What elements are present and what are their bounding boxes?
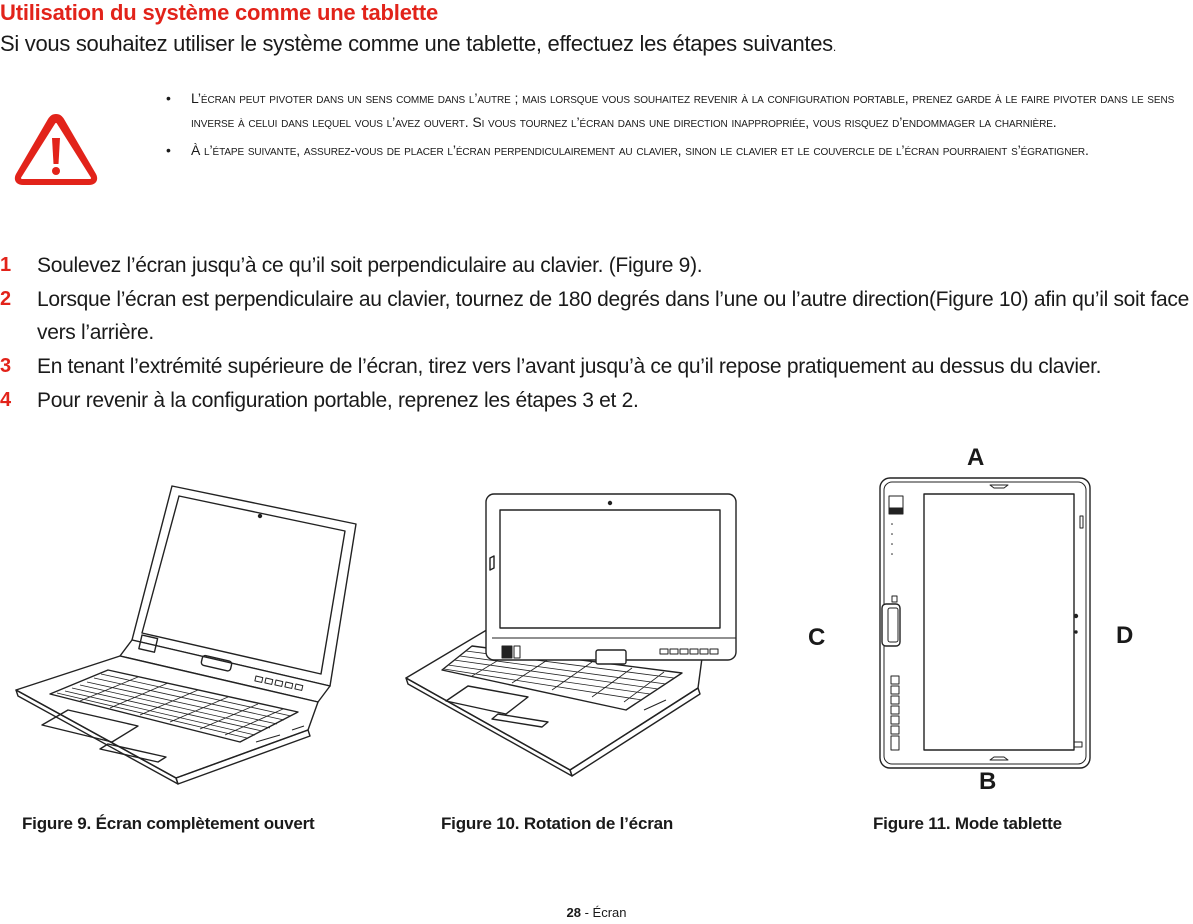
step-1 bbox=[0, 249, 1193, 282]
step-text: En tenant l’extrémité supérieure de l’écran, tirez vers l’avant jusqu’à ce qu’il repose pratiquement au dessus du clavier. bbox=[37, 355, 1102, 378]
step-number: 1 bbox=[0, 254, 11, 276]
footer-separator: - bbox=[580, 905, 593, 920]
step-number: 2 bbox=[0, 288, 11, 310]
figure-10-caption: Figure 10. Rotation de l’écran bbox=[441, 814, 674, 833]
step-number: 4 bbox=[0, 389, 11, 411]
step-2 bbox=[0, 283, 1193, 349]
warning-triangle-icon bbox=[10, 108, 102, 190]
section-title: Utilisation du système comme une tablette bbox=[0, 0, 439, 25]
steps-list bbox=[0, 249, 1193, 418]
figure-10-screen-rotation bbox=[402, 488, 742, 778]
warning-item-1 bbox=[166, 86, 1186, 134]
fig11-label-b: B bbox=[979, 768, 997, 795]
fig11-label-a: A bbox=[967, 444, 985, 471]
figure-11-tablet-mode bbox=[878, 476, 1094, 772]
warning-text: L’écran peut pivoter dans un sens comme dans l’autre ; mais lorsque vous souhaitez revenir à la configuration portable, prenez garde à le faire pivoter dans le sens inverse à celui dans lequel vous l’avez ouvert. Si vous tournez l’écran dans une direction inappropriée, vous risquez d’endommager la charnière. bbox=[191, 90, 1175, 130]
intro-period: . bbox=[832, 40, 836, 54]
figure-9-laptop-open bbox=[8, 480, 368, 785]
warning-text: À l’étape suivante, assurez-vous de placer l’écran perpendiculairement au clavier, sinon le clavier et le couvercle de l’écran pourraient s’égratigner. bbox=[191, 142, 1089, 158]
footer-section: Écran bbox=[592, 905, 627, 920]
step-4 bbox=[0, 384, 1193, 417]
step-3 bbox=[0, 350, 1193, 383]
step-text: Soulevez l’écran jusqu’à ce qu’il soit perpendiculaire au clavier. (Figure 9). bbox=[37, 254, 703, 277]
intro-paragraph bbox=[0, 31, 836, 57]
step-number: 3 bbox=[0, 355, 11, 377]
bullet: • bbox=[166, 142, 171, 158]
figure-11-caption: Figure 11. Mode tablette bbox=[873, 814, 1062, 833]
figure-9-caption: Figure 9. Écran complètement ouvert bbox=[22, 814, 315, 833]
warning-list bbox=[166, 86, 1186, 166]
page-footer bbox=[0, 905, 1193, 920]
intro-text: Si vous souhaitez utiliser le système comme une tablette, effectuez les étapes suivantes bbox=[0, 31, 833, 56]
step-text: Lorsque l’écran est perpendiculaire au clavier, tournez de 180 degrés dans l’une ou l’autre direction(Figure 10) afin qu’il soit face vers l’arrière. bbox=[37, 288, 1189, 344]
fig11-label-c: C bbox=[808, 624, 826, 651]
warning-item-2 bbox=[166, 138, 1186, 162]
page-number: 28 bbox=[566, 905, 581, 920]
fig11-label-d: D bbox=[1116, 622, 1134, 649]
bullet: • bbox=[166, 90, 171, 106]
step-text: Pour revenir à la configuration portable, reprenez les étapes 3 et 2. bbox=[37, 389, 639, 412]
